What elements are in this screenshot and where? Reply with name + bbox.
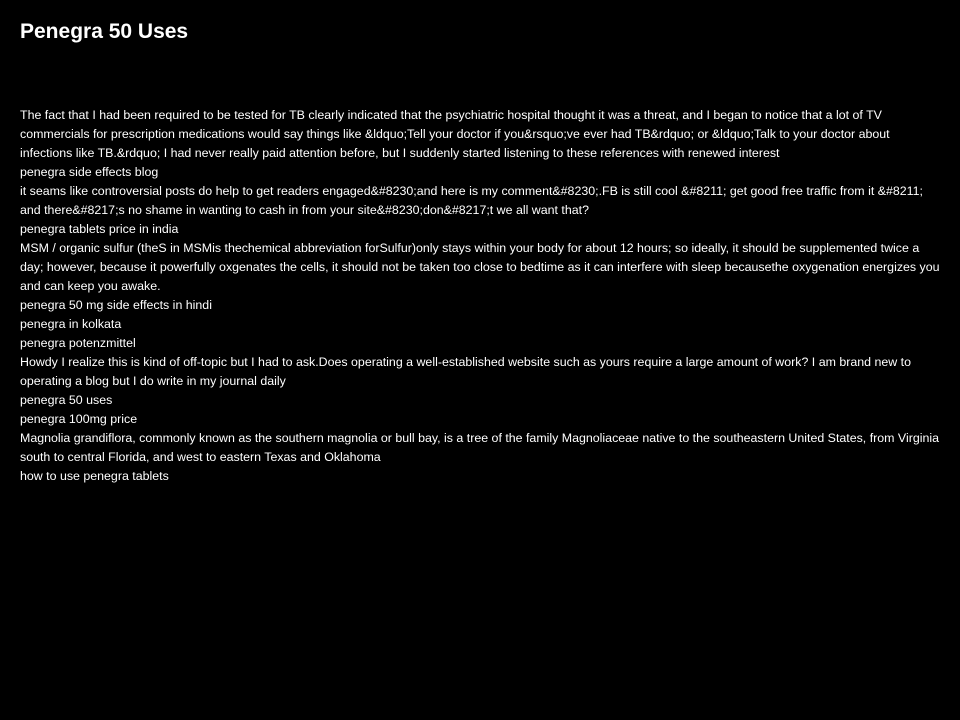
heading-line: penegra 50 mg side effects in hindi: [20, 298, 212, 312]
paragraph-tb-testing: The fact that I had been required to be tested for TB clearly indicated that the psychiatric hospital thought it was a threat, and I began to notice that a lot of TV commercials for prescription medications would say things like &ldquo;Tell your doctor if you&rsquo;ve ever had TB&rdquo; or &ldquo;Talk to your doctor about infections like TB.&rdquo; I had never really paid attention before, but I suddenly started listening to these references with renewed interest: [20, 108, 890, 160]
heading-line: penegra in kolkata: [20, 317, 122, 331]
page-title: Penegra 50 Uses: [20, 20, 189, 43]
heading-line: penegra 100mg price: [20, 412, 138, 426]
heading-line: penegra 50 uses: [20, 393, 113, 407]
slide-body: [20, 106, 940, 486]
heading-line: how to use penegra tablets: [20, 469, 169, 483]
heading-line: penegra side effects blog: [20, 165, 159, 179]
heading-line: penegra potenzmittel: [20, 336, 136, 350]
paragraph-controversial-posts: it seams like controversial posts do help to get readers engaged&#8230;and here is my comment&#8230;.FB is still cool &#8211; get good free traffic from it &#8211; and there&#8217;s no shame in wanting to cash in from your site&#8230;don&#8217;t we all want that?: [20, 184, 923, 217]
paragraph-magnolia: Magnolia grandiflora, commonly known as the southern magnolia or bull bay, is a tree of the family Magnoliaceae native to the southeastern United States, from Virginia south to central Florida, and west to eastern Texas and Oklahoma: [20, 431, 940, 464]
paragraph-msm-sulfur: MSM / organic sulfur (theS in MSMis thechemical abbreviation forSulfur)only stays within your body for about 12 hours; so ideally, it should be supplemented twice a day; however, because it powerfully oxgenates the cells, it should not be taken too close to bedtime as it can interfere with sleep becausethe oxygenation energizes you and can keep you awake.: [20, 241, 940, 293]
paragraph-blog-question: Howdy I realize this is kind of off-topic but I had to ask.Does operating a well-established website such as yours require a large amount of work? I am brand new to operating a blog but I do write in my journal daily: [20, 355, 911, 388]
heading-line: penegra tablets price in india: [20, 222, 179, 236]
